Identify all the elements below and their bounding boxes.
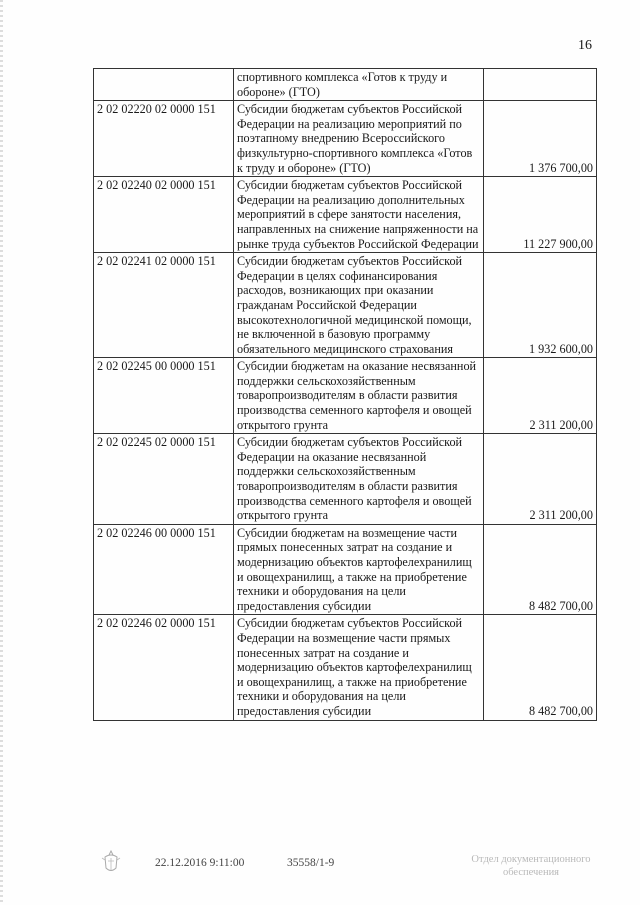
department-stamp <box>451 853 611 879</box>
table-row <box>94 177 597 253</box>
description-cell: Субсидии бюджетам субъектов Российской Федерации в целях софинансирования расходов, возникающих при оказании гражданам Российской Федерации высокотехнологичной медицинской помощи, не включенной в базовую программу обязательного медицинского страхования <box>234 253 484 358</box>
budget-code-cell: 2 02 02245 02 0000 151 <box>94 434 234 525</box>
table-row <box>94 253 597 358</box>
table-row <box>94 524 597 615</box>
amount-cell: 8 482 700,00 <box>484 524 597 615</box>
stamp-line: Отдел документационного <box>471 854 591 865</box>
budget-code-cell: 2 02 02241 02 0000 151 <box>94 253 234 358</box>
description-cell: Субсидии бюджетам субъектов Российской Федерации на оказание несвязанной поддержки сельскохозяйственным товаропроизводителям в области развития производства семенного картофеля и овощей открытого грунта <box>234 434 484 525</box>
amount-cell: 2 311 200,00 <box>484 434 597 525</box>
budget-code-cell: 2 02 02246 00 0000 151 <box>94 524 234 615</box>
amount-cell: 1 376 700,00 <box>484 101 597 177</box>
table-row <box>94 615 597 720</box>
description-cell: Субсидии бюджетам субъектов Российской Федерации на реализацию дополнительных мероприятий в сфере занятости населения, направленных на снижение напряженности на рынке труда субъектов Российской Федерации <box>234 177 484 253</box>
budget-code-cell <box>94 69 234 101</box>
budget-revenue-table <box>93 68 597 721</box>
description-cell: Субсидии бюджетам субъектов Российской Федерации на реализацию мероприятий по поэтапному внедрению Всероссийского физкультурно-спортивного комплекса «Готов к труду и обороне» (ГТО) <box>234 101 484 177</box>
stamp-line: обеспечения <box>502 867 560 878</box>
emblem-icon <box>100 848 122 876</box>
budget-code-cell: 2 02 02246 02 0000 151 <box>94 615 234 720</box>
amount-cell: 11 227 900,00 <box>484 177 597 253</box>
table-body <box>94 69 597 721</box>
table-row <box>94 358 597 434</box>
budget-code-cell: 2 02 02220 02 0000 151 <box>94 101 234 177</box>
table-row <box>94 69 597 101</box>
amount-cell: 1 932 600,00 <box>484 253 597 358</box>
amount-cell: 8 482 700,00 <box>484 615 597 720</box>
description-cell: Субсидии бюджетам на возмещение части прямых понесенных затрат на создание и модернизацию объектов картофелехранилищ и овощехранилищ, а также на приобретение техники и оборудования на цели предоставления субсидии <box>234 524 484 615</box>
table-row <box>94 101 597 177</box>
budget-code-cell: 2 02 02240 02 0000 151 <box>94 177 234 253</box>
table-row <box>94 434 597 525</box>
amount-cell: 2 311 200,00 <box>484 358 597 434</box>
footer-doc-number: 35558/1-9 <box>287 857 335 869</box>
description-cell: спортивного комплекса «Готов к труду и обороне» (ГТО) <box>234 69 484 101</box>
description-cell: Субсидии бюджетам субъектов Российской Федерации на возмещение части прямых понесенных затрат на создание и модернизацию объектов картофелехранилищ и овощехранилищ, а также на приобретение техники и оборудования на цели предоставления субсидии <box>234 615 484 720</box>
description-cell: Субсидии бюджетам на оказание несвязанной поддержки сельскохозяйственным товаропроизводителям в области развития производства семенного картофеля и овощей открытого грунта <box>234 358 484 434</box>
amount-cell <box>484 69 597 101</box>
scan-edge <box>0 0 3 905</box>
footer-timestamp: 22.12.2016 9:11:00 <box>155 857 245 869</box>
page-number: 16 <box>578 38 592 53</box>
budget-code-cell: 2 02 02245 00 0000 151 <box>94 358 234 434</box>
